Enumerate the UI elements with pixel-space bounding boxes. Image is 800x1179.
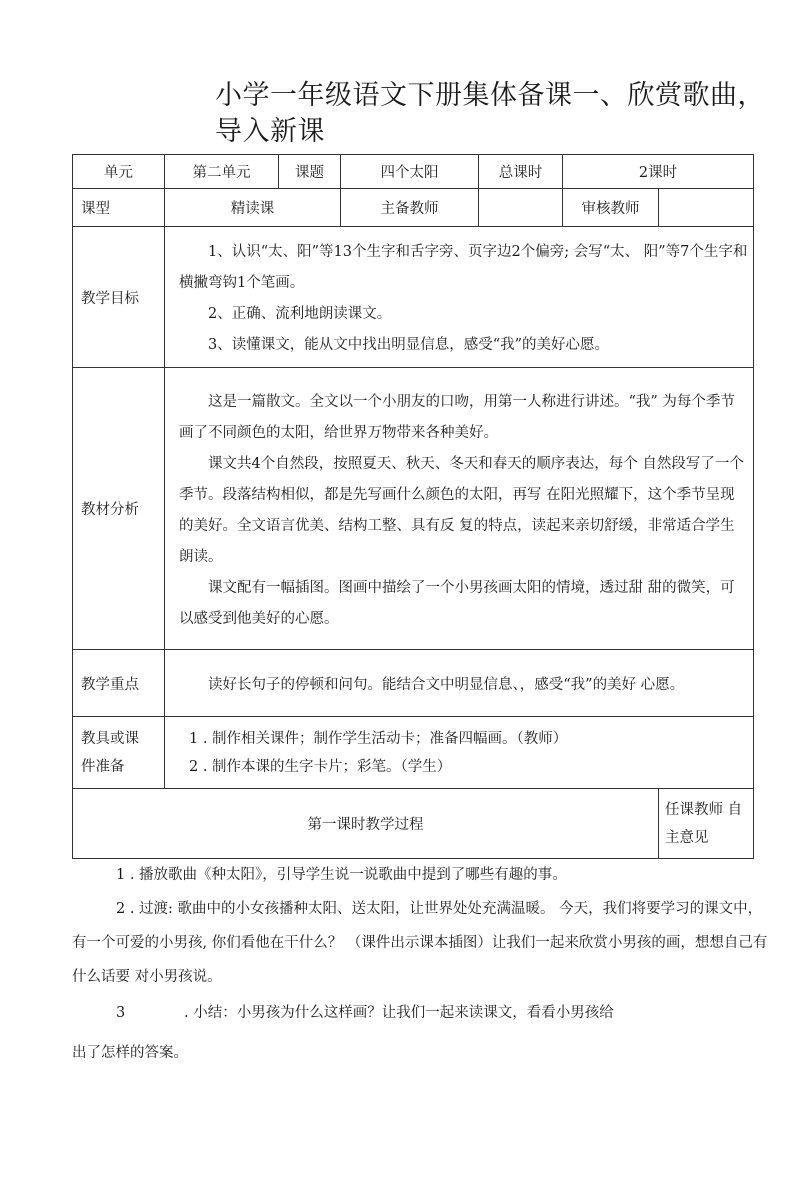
objective-item: 1、认识“太、阳”等13个生字和舌字旁、页字边2个偏旁; 会写“太、 阳”等7个生字和横撇弯钩1个笔画。 bbox=[179, 244, 748, 291]
process-row bbox=[73, 789, 754, 859]
objective-item: 3、读懂课文，能从文中找出明显信息，感受“我”的美好心愿。 bbox=[208, 337, 610, 353]
prep-content bbox=[165, 717, 754, 789]
objective-item: 2、正确、流利地朗读课文。 bbox=[208, 306, 392, 322]
topic-label: 课题 bbox=[279, 155, 341, 189]
prep-label bbox=[73, 717, 165, 789]
document-title: 小学一年级语文下册集体备课一、欣赏歌曲，导入新课 bbox=[215, 80, 765, 147]
teaching-steps bbox=[72, 858, 772, 994]
teaching-steps-continued bbox=[72, 998, 772, 1068]
analysis-row bbox=[73, 368, 754, 650]
step-3-text: . 小结：小男孩为什么这样画？让我们一起来读课文，看看小男孩给 bbox=[184, 1005, 614, 1021]
header-row-2 bbox=[73, 189, 754, 227]
analysis-content bbox=[165, 368, 754, 650]
prep-row bbox=[73, 717, 754, 789]
objectives-content bbox=[165, 227, 754, 368]
step-3-number: 3 bbox=[116, 1005, 126, 1021]
teacher-notes-line-2: 主意见 bbox=[665, 829, 709, 846]
step-2: 2 . 过渡: 歌曲中的小女孩播种太阳、送太阳，让世界处处充满温暖。 今天，我们将要学习的课文中，有一个可爱的小男孩, 你们看他在干什么？ （课件出示课本插图）让我们一起来欣赏小男孩的画，想想自己有什么话要 对小男孩说。 bbox=[72, 901, 768, 985]
hours-label: 总课时 bbox=[479, 155, 563, 189]
analysis-paragraph: 课文共4个自然段，按照夏天、秋天、冬天和春天的顺序表达，每个 自然段写了一个季节。段落结构相似，都是先写画什么颜色的太阳，再写 在阳光照耀下，这个季节呈现的美好。全文语言优美、结构工整、具有反 复的特点，读起来亲切舒缓，非常适合学生朗读。 bbox=[179, 455, 744, 565]
unit-value: 第二单元 bbox=[165, 155, 279, 189]
prep-item: 1 . 制作相关课件；制作学生活动卡；准备四幅画。（教师） bbox=[189, 730, 568, 747]
lesson-plan-table bbox=[72, 154, 754, 859]
header-row-1 bbox=[73, 155, 754, 189]
lead-teacher-label: 主备教师 bbox=[341, 189, 479, 227]
unit-label: 单元 bbox=[73, 155, 165, 189]
reviewer-value bbox=[659, 189, 754, 227]
keypoints-label: 教学重点 bbox=[73, 650, 165, 717]
step-1: 1 . 播放歌曲《种太阳》，引导学生说一说歌曲中提到了哪些有趣的事。 bbox=[116, 867, 567, 883]
prep-item: 2 . 制作本课的生字卡片；彩笔。（学生） bbox=[189, 758, 452, 775]
analysis-paragraph: 这是一篇散文。全文以一个小朋友的口吻，用第一人称进行讲述。“我” 为每个季节画了不同颜色的太阳，给世界万物带来各种美好。 bbox=[179, 393, 735, 441]
hours-value: 2课时 bbox=[563, 155, 754, 189]
teacher-notes-header bbox=[659, 789, 754, 859]
topic-value: 四个太阳 bbox=[341, 155, 479, 189]
keypoints-row bbox=[73, 650, 754, 717]
step-3-continuation: 出了怎样的答案。 bbox=[72, 1045, 188, 1061]
objectives-label: 教学目标 bbox=[73, 227, 165, 368]
process-label: 第一课时教学过程 bbox=[73, 789, 659, 859]
prep-label-line-1: 教具或课 bbox=[81, 730, 139, 747]
keypoints-content bbox=[165, 650, 754, 717]
keypoints-text: 读好长句子的停顿和问句。能结合文中明显信息、，感受“我”的美好 心愿。 bbox=[208, 676, 685, 693]
type-label: 课型 bbox=[73, 189, 165, 227]
objectives-row bbox=[73, 227, 754, 368]
type-value: 精读课 bbox=[165, 189, 341, 227]
step-3-line bbox=[72, 998, 772, 1028]
reviewer-label: 审核教师 bbox=[563, 189, 659, 227]
teacher-notes-line-1: 任课教师 自 bbox=[665, 801, 743, 818]
analysis-label: 教材分析 bbox=[73, 368, 165, 650]
prep-label-line-2: 件准备 bbox=[81, 758, 125, 775]
lead-teacher-value bbox=[479, 189, 563, 227]
analysis-paragraph: 课文配有一幅插图。图画中描绘了一个小男孩画太阳的情境，透过甜 甜的微笑，可以感受到他美好的心愿。 bbox=[179, 579, 735, 627]
